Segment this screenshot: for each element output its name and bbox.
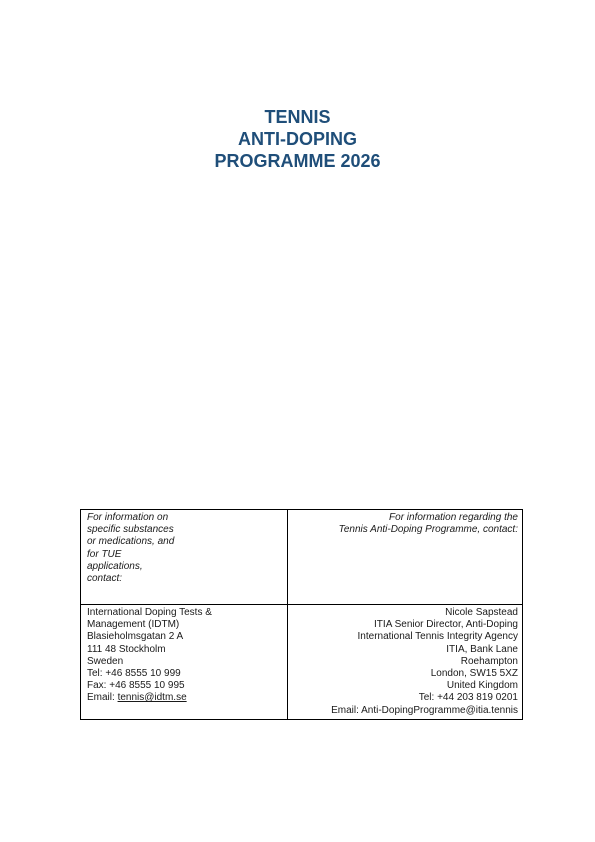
contact-role: ITIA Senior Director, Anti-Doping bbox=[374, 619, 518, 631]
address-line: Sweden bbox=[87, 655, 124, 667]
itia-contact-details bbox=[288, 605, 523, 720]
email-line bbox=[87, 692, 283, 704]
header-text: contact: bbox=[87, 573, 123, 585]
header-text: For information regarding the bbox=[389, 512, 518, 523]
address-line: International Doping Tests & bbox=[87, 607, 212, 618]
title-line: ANTI-DOPING bbox=[238, 129, 357, 149]
phone-line: Tel: +46 8555 10 999 bbox=[87, 668, 181, 680]
address-line: Management (IDTM) bbox=[87, 619, 180, 631]
header-text: Tennis Anti-Doping Programme, contact: bbox=[338, 524, 518, 536]
address-line: International Tennis Integrity Agency bbox=[357, 631, 518, 643]
address-line: ITIA, Bank Lane bbox=[446, 643, 518, 655]
fax-line: Fax: +46 8555 10 995 bbox=[87, 680, 185, 692]
header-text: For information on bbox=[87, 512, 169, 523]
contact-name: Nicole Sapstead bbox=[445, 607, 518, 618]
title-line: PROGRAMME 2026 bbox=[214, 151, 381, 171]
contact-table bbox=[80, 509, 523, 720]
address-line: London, SW15 5XZ bbox=[430, 668, 518, 680]
header-text: or medications, and bbox=[87, 536, 175, 548]
programme-contact-header bbox=[288, 510, 523, 605]
phone-line: Tel: +44 203 819 0201 bbox=[418, 692, 518, 704]
email-line: Email: Anti-DopingProgramme@itia.tennis bbox=[331, 704, 518, 716]
document-title bbox=[0, 106, 595, 172]
idtm-contact-details bbox=[81, 605, 288, 720]
email-link[interactable]: tennis@idtm.se bbox=[117, 692, 187, 704]
address-line: United Kingdom bbox=[446, 680, 518, 692]
title-line: TENNIS bbox=[264, 107, 331, 127]
header-text: applications, bbox=[87, 560, 143, 572]
contact-details-row bbox=[81, 605, 523, 720]
header-text: specific substances bbox=[87, 524, 174, 536]
email-prefix: Email: bbox=[87, 692, 118, 704]
address-line: Roehampton bbox=[460, 655, 518, 667]
address-line: 111 48 Stockholm bbox=[87, 643, 166, 655]
substances-contact-header bbox=[81, 510, 288, 605]
header-text: for TUE bbox=[87, 548, 122, 560]
address-line: Blasieholmsgatan 2 A bbox=[87, 631, 184, 643]
contact-header-row bbox=[81, 510, 523, 605]
